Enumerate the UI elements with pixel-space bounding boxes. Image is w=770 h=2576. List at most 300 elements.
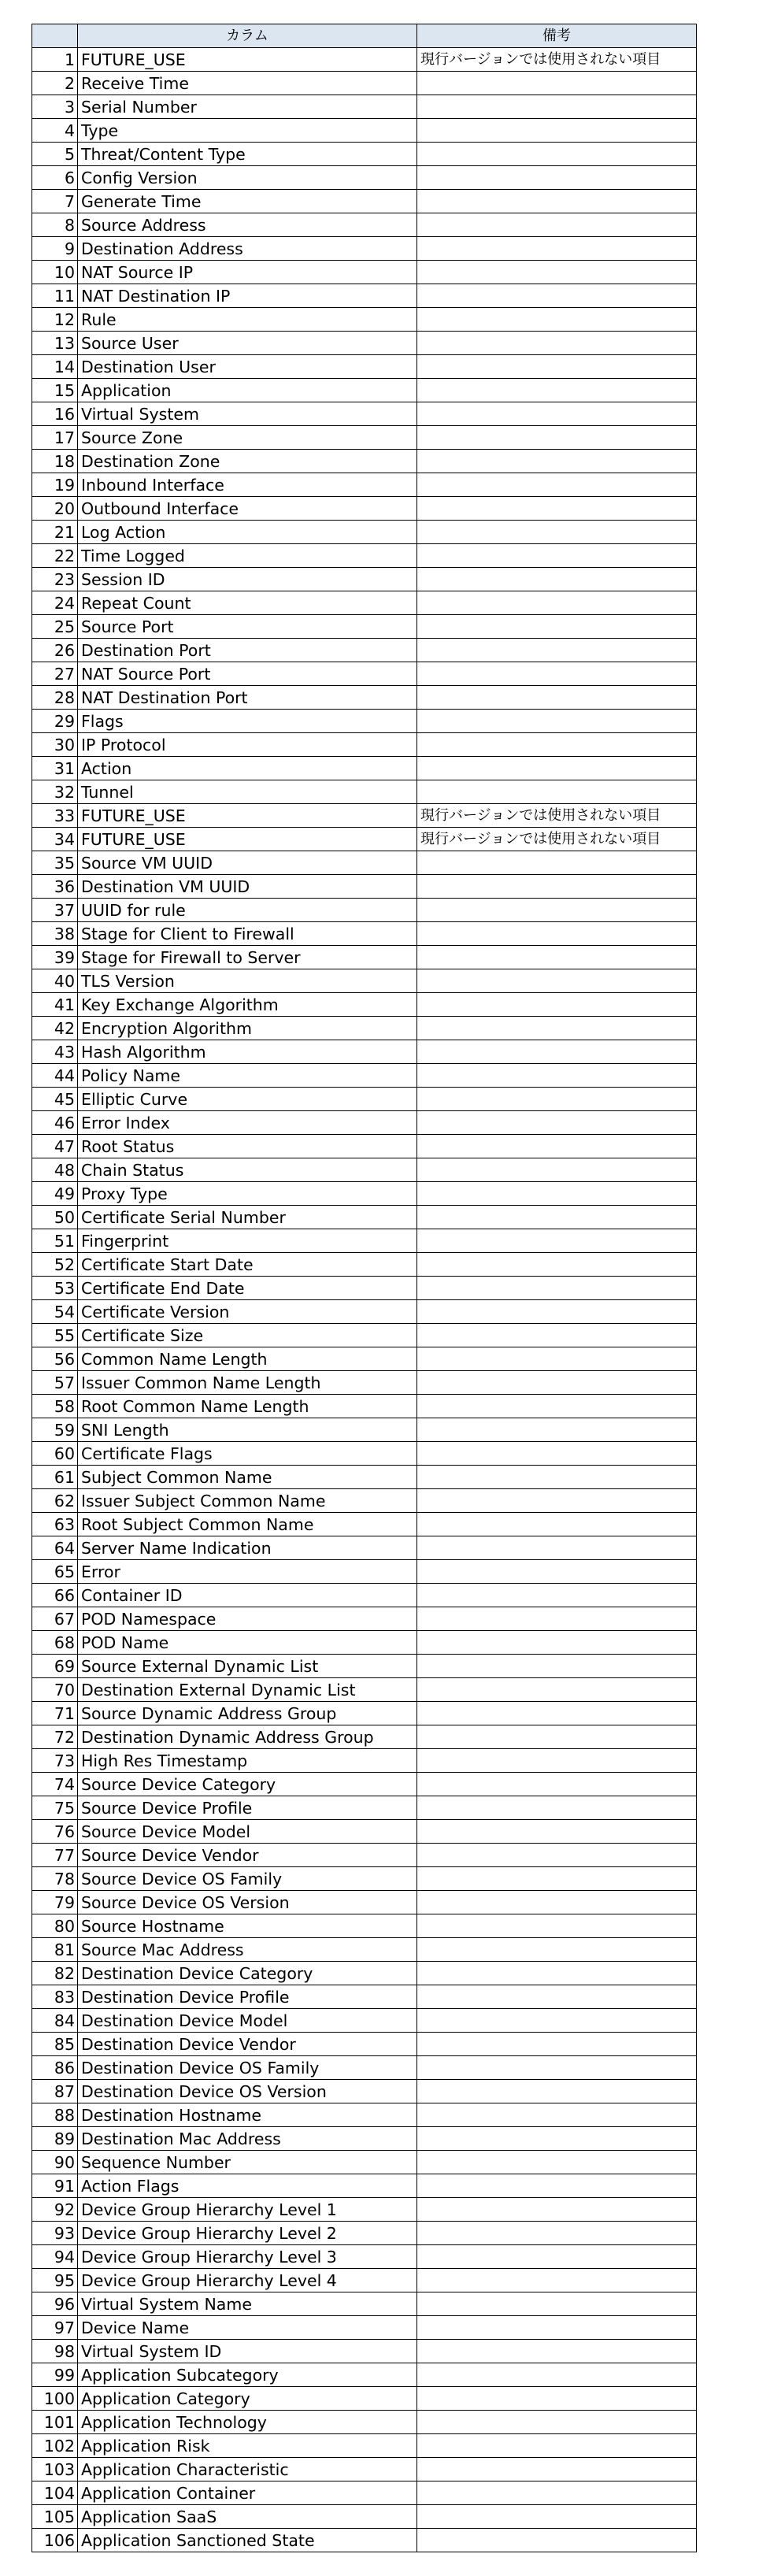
note-cell[interactable] (417, 2411, 697, 2434)
row-index-cell[interactable]: 29 (32, 710, 78, 733)
note-cell[interactable] (417, 2033, 697, 2056)
note-cell[interactable] (417, 2434, 697, 2458)
note-cell[interactable] (417, 1229, 697, 1253)
column-name-cell[interactable]: Type (78, 119, 417, 143)
note-cell[interactable] (417, 1655, 697, 1678)
column-name-cell[interactable]: Error Index (78, 1111, 417, 1135)
note-cell[interactable] (417, 1324, 697, 1347)
column-name-cell[interactable]: IP Protocol (78, 733, 417, 757)
column-name-cell[interactable]: Fingerprint (78, 1229, 417, 1253)
note-cell[interactable] (417, 662, 697, 686)
note-cell[interactable] (417, 1489, 697, 1513)
note-cell[interactable] (417, 1678, 697, 1702)
row-index-cell[interactable]: 19 (32, 473, 78, 497)
column-name-cell[interactable]: Source VM UUID (78, 851, 417, 875)
note-cell[interactable] (417, 639, 697, 662)
note-cell[interactable] (417, 899, 697, 922)
column-name-cell[interactable]: Source Address (78, 213, 417, 237)
note-cell[interactable] (417, 544, 697, 568)
note-cell[interactable] (417, 1395, 697, 1418)
note-cell[interactable] (417, 2316, 697, 2340)
row-index-cell[interactable]: 22 (32, 544, 78, 568)
note-cell[interactable]: 現行バージョンでは使用されない項目 (417, 48, 697, 72)
row-index-cell[interactable]: 50 (32, 1206, 78, 1229)
header-note[interactable]: 備考 (417, 24, 697, 48)
row-index-cell[interactable]: 30 (32, 733, 78, 757)
column-name-cell[interactable]: Issuer Common Name Length (78, 1371, 417, 1395)
header-column[interactable]: カラム (78, 24, 417, 48)
note-cell[interactable] (417, 710, 697, 733)
note-cell[interactable] (417, 1300, 697, 1324)
row-index-cell[interactable]: 82 (32, 1962, 78, 1985)
note-cell[interactable] (417, 213, 697, 237)
column-name-cell[interactable]: Certificate Flags (78, 1442, 417, 1466)
row-index-cell[interactable]: 64 (32, 1536, 78, 1560)
column-name-cell[interactable]: Policy Name (78, 1064, 417, 1088)
note-cell[interactable] (417, 733, 697, 757)
column-name-cell[interactable]: Certificate Start Date (78, 1253, 417, 1277)
row-index-cell[interactable]: 92 (32, 2198, 78, 2222)
column-name-cell[interactable]: Destination Device OS Family (78, 2056, 417, 2080)
note-cell[interactable] (417, 591, 697, 615)
row-index-cell[interactable]: 35 (32, 851, 78, 875)
column-name-cell[interactable]: Destination Dynamic Address Group (78, 1725, 417, 1749)
note-cell[interactable] (417, 1347, 697, 1371)
column-name-cell[interactable]: Source Device OS Family (78, 1867, 417, 1891)
column-name-cell[interactable]: Action (78, 757, 417, 780)
row-index-cell[interactable]: 79 (32, 1891, 78, 1914)
column-name-cell[interactable]: Source Mac Address (78, 1938, 417, 1962)
column-name-cell[interactable]: Tunnel (78, 780, 417, 804)
column-name-cell[interactable]: Application Technology (78, 2411, 417, 2434)
row-index-cell[interactable]: 103 (32, 2458, 78, 2481)
column-name-cell[interactable]: Device Name (78, 2316, 417, 2340)
row-index-cell[interactable]: 60 (32, 1442, 78, 1466)
row-index-cell[interactable]: 14 (32, 355, 78, 379)
note-cell[interactable] (417, 1513, 697, 1536)
row-index-cell[interactable]: 6 (32, 166, 78, 190)
column-name-cell[interactable]: Source Device OS Version (78, 1891, 417, 1914)
column-name-cell[interactable]: Repeat Count (78, 591, 417, 615)
row-index-cell[interactable]: 62 (32, 1489, 78, 1513)
row-index-cell[interactable]: 71 (32, 1702, 78, 1725)
row-index-cell[interactable]: 1 (32, 48, 78, 72)
note-cell[interactable] (417, 1560, 697, 1584)
note-cell[interactable] (417, 1725, 697, 1749)
row-index-cell[interactable]: 28 (32, 686, 78, 710)
row-index-cell[interactable]: 11 (32, 284, 78, 308)
note-cell[interactable] (417, 308, 697, 332)
note-cell[interactable] (417, 1749, 697, 1773)
note-cell[interactable] (417, 2481, 697, 2505)
note-cell[interactable] (417, 497, 697, 521)
note-cell[interactable] (417, 1867, 697, 1891)
note-cell[interactable]: 現行バージョンでは使用されない項目 (417, 804, 697, 828)
note-cell[interactable] (417, 1277, 697, 1300)
note-cell[interactable] (417, 1914, 697, 1938)
note-cell[interactable] (417, 2340, 697, 2363)
column-name-cell[interactable]: Inbound Interface (78, 473, 417, 497)
note-cell[interactable] (417, 119, 697, 143)
note-cell[interactable] (417, 568, 697, 591)
row-index-cell[interactable]: 102 (32, 2434, 78, 2458)
column-name-cell[interactable]: Sequence Number (78, 2151, 417, 2174)
note-cell[interactable] (417, 261, 697, 284)
column-name-cell[interactable]: Flags (78, 710, 417, 733)
note-cell[interactable] (417, 875, 697, 899)
note-cell[interactable] (417, 686, 697, 710)
row-index-cell[interactable]: 21 (32, 521, 78, 544)
note-cell[interactable] (417, 1040, 697, 1064)
column-name-cell[interactable]: POD Namespace (78, 1607, 417, 1631)
note-cell[interactable] (417, 851, 697, 875)
note-cell[interactable] (417, 2269, 697, 2292)
row-index-cell[interactable]: 95 (32, 2269, 78, 2292)
note-cell[interactable] (417, 780, 697, 804)
note-cell[interactable] (417, 237, 697, 261)
column-name-cell[interactable]: Source External Dynamic List (78, 1655, 417, 1678)
note-cell[interactable] (417, 1796, 697, 1820)
row-index-cell[interactable]: 90 (32, 2151, 78, 2174)
row-index-cell[interactable]: 37 (32, 899, 78, 922)
column-name-cell[interactable]: Source Device Model (78, 1820, 417, 1844)
row-index-cell[interactable]: 80 (32, 1914, 78, 1938)
row-index-cell[interactable]: 44 (32, 1064, 78, 1088)
row-index-cell[interactable]: 39 (32, 946, 78, 969)
row-index-cell[interactable]: 74 (32, 1773, 78, 1796)
row-index-cell[interactable]: 16 (32, 402, 78, 426)
note-cell[interactable] (417, 1820, 697, 1844)
row-index-cell[interactable]: 75 (32, 1796, 78, 1820)
column-name-cell[interactable]: NAT Source IP (78, 261, 417, 284)
column-name-cell[interactable]: TLS Version (78, 969, 417, 993)
row-index-cell[interactable]: 66 (32, 1584, 78, 1607)
column-name-cell[interactable]: High Res Timestamp (78, 1749, 417, 1773)
row-index-cell[interactable]: 67 (32, 1607, 78, 1631)
column-name-cell[interactable]: Session ID (78, 568, 417, 591)
column-name-cell[interactable]: Source Device Category (78, 1773, 417, 1796)
column-name-cell[interactable]: Threat/Content Type (78, 143, 417, 166)
column-name-cell[interactable]: Action Flags (78, 2174, 417, 2198)
row-index-cell[interactable]: 40 (32, 969, 78, 993)
note-cell[interactable] (417, 1111, 697, 1135)
row-index-cell[interactable]: 101 (32, 2411, 78, 2434)
column-name-cell[interactable]: Container ID (78, 1584, 417, 1607)
column-name-cell[interactable]: Destination Device OS Version (78, 2080, 417, 2103)
note-cell[interactable] (417, 1773, 697, 1796)
column-name-cell[interactable]: Root Subject Common Name (78, 1513, 417, 1536)
column-name-cell[interactable]: Destination Hostname (78, 2103, 417, 2127)
row-index-cell[interactable]: 17 (32, 426, 78, 450)
note-cell[interactable] (417, 1088, 697, 1111)
column-name-cell[interactable]: Issuer Subject Common Name (78, 1489, 417, 1513)
column-name-cell[interactable]: Chain Status (78, 1158, 417, 1182)
column-name-cell[interactable]: Log Action (78, 521, 417, 544)
row-index-cell[interactable]: 20 (32, 497, 78, 521)
column-name-cell[interactable]: Certificate End Date (78, 1277, 417, 1300)
column-name-cell[interactable]: Destination Device Profile (78, 1985, 417, 2009)
row-index-cell[interactable]: 104 (32, 2481, 78, 2505)
column-name-cell[interactable]: Receive Time (78, 72, 417, 95)
column-name-cell[interactable]: Hash Algorithm (78, 1040, 417, 1064)
note-cell[interactable] (417, 2198, 697, 2222)
note-cell[interactable] (417, 2363, 697, 2387)
row-index-cell[interactable]: 96 (32, 2292, 78, 2316)
note-cell[interactable] (417, 190, 697, 213)
header-index[interactable] (32, 24, 78, 48)
note-cell[interactable] (417, 332, 697, 355)
column-name-cell[interactable]: Generate Time (78, 190, 417, 213)
row-index-cell[interactable]: 84 (32, 2009, 78, 2033)
column-name-cell[interactable]: UUID for rule (78, 899, 417, 922)
column-name-cell[interactable]: SNI Length (78, 1418, 417, 1442)
column-name-cell[interactable]: NAT Source Port (78, 662, 417, 686)
note-cell[interactable] (417, 521, 697, 544)
column-name-cell[interactable]: Destination Device Model (78, 2009, 417, 2033)
row-index-cell[interactable]: 93 (32, 2222, 78, 2245)
column-name-cell[interactable]: Stage for Client to Firewall (78, 922, 417, 946)
column-name-cell[interactable]: Config Version (78, 166, 417, 190)
column-name-cell[interactable]: Serial Number (78, 95, 417, 119)
column-name-cell[interactable]: Destination VM UUID (78, 875, 417, 899)
column-name-cell[interactable]: Proxy Type (78, 1182, 417, 1206)
row-index-cell[interactable]: 89 (32, 2127, 78, 2151)
row-index-cell[interactable]: 33 (32, 804, 78, 828)
column-name-cell[interactable]: NAT Destination Port (78, 686, 417, 710)
note-cell[interactable] (417, 2505, 697, 2529)
column-name-cell[interactable]: Application Subcategory (78, 2363, 417, 2387)
row-index-cell[interactable]: 43 (32, 1040, 78, 1064)
note-cell[interactable] (417, 1206, 697, 1229)
column-name-cell[interactable]: Certificate Version (78, 1300, 417, 1324)
column-name-cell[interactable]: Root Common Name Length (78, 1395, 417, 1418)
note-cell[interactable] (417, 2245, 697, 2269)
column-name-cell[interactable]: Time Logged (78, 544, 417, 568)
column-name-cell[interactable]: Destination Mac Address (78, 2127, 417, 2151)
note-cell[interactable] (417, 473, 697, 497)
column-name-cell[interactable]: Destination Device Category (78, 1962, 417, 1985)
column-name-cell[interactable]: Source Device Profile (78, 1796, 417, 1820)
row-index-cell[interactable]: 70 (32, 1678, 78, 1702)
row-index-cell[interactable]: 87 (32, 2080, 78, 2103)
row-index-cell[interactable]: 55 (32, 1324, 78, 1347)
row-index-cell[interactable]: 73 (32, 1749, 78, 1773)
note-cell[interactable] (417, 2529, 697, 2552)
note-cell[interactable] (417, 922, 697, 946)
column-name-cell[interactable]: Server Name Indication (78, 1536, 417, 1560)
column-name-cell[interactable]: Device Group Hierarchy Level 3 (78, 2245, 417, 2269)
note-cell[interactable] (417, 1253, 697, 1277)
column-name-cell[interactable]: Application Category (78, 2387, 417, 2411)
column-name-cell[interactable]: Subject Common Name (78, 1466, 417, 1489)
row-index-cell[interactable]: 52 (32, 1253, 78, 1277)
note-cell[interactable] (417, 379, 697, 402)
row-index-cell[interactable]: 25 (32, 615, 78, 639)
column-name-cell[interactable]: Stage for Firewall to Server (78, 946, 417, 969)
note-cell[interactable] (417, 426, 697, 450)
column-name-cell[interactable]: FUTURE_USE (78, 828, 417, 851)
note-cell[interactable] (417, 166, 697, 190)
column-name-cell[interactable]: Common Name Length (78, 1347, 417, 1371)
row-index-cell[interactable]: 4 (32, 119, 78, 143)
column-name-cell[interactable]: Application (78, 379, 417, 402)
row-index-cell[interactable]: 78 (32, 1867, 78, 1891)
row-index-cell[interactable]: 77 (32, 1844, 78, 1867)
note-cell[interactable] (417, 2056, 697, 2080)
note-cell[interactable] (417, 615, 697, 639)
row-index-cell[interactable]: 51 (32, 1229, 78, 1253)
row-index-cell[interactable]: 27 (32, 662, 78, 686)
note-cell[interactable] (417, 1607, 697, 1631)
note-cell[interactable] (417, 402, 697, 426)
column-name-cell[interactable]: Source Hostname (78, 1914, 417, 1938)
column-name-cell[interactable]: FUTURE_USE (78, 804, 417, 828)
row-index-cell[interactable]: 26 (32, 639, 78, 662)
note-cell[interactable] (417, 95, 697, 119)
column-name-cell[interactable]: Application SaaS (78, 2505, 417, 2529)
column-name-cell[interactable]: Application Characteristic (78, 2458, 417, 2481)
note-cell[interactable] (417, 1631, 697, 1655)
column-name-cell[interactable]: Destination Zone (78, 450, 417, 473)
row-index-cell[interactable]: 98 (32, 2340, 78, 2363)
note-cell[interactable] (417, 1182, 697, 1206)
column-name-cell[interactable]: FUTURE_USE (78, 48, 417, 72)
column-name-cell[interactable]: Virtual System (78, 402, 417, 426)
column-name-cell[interactable]: Source Device Vendor (78, 1844, 417, 1867)
note-cell[interactable]: 現行バージョンでは使用されない項目 (417, 828, 697, 851)
row-index-cell[interactable]: 53 (32, 1277, 78, 1300)
note-cell[interactable] (417, 72, 697, 95)
note-cell[interactable] (417, 2009, 697, 2033)
row-index-cell[interactable]: 85 (32, 2033, 78, 2056)
row-index-cell[interactable]: 68 (32, 1631, 78, 1655)
column-name-cell[interactable]: NAT Destination IP (78, 284, 417, 308)
row-index-cell[interactable]: 24 (32, 591, 78, 615)
column-name-cell[interactable]: Device Group Hierarchy Level 4 (78, 2269, 417, 2292)
note-cell[interactable] (417, 2292, 697, 2316)
column-name-cell[interactable]: Application Risk (78, 2434, 417, 2458)
row-index-cell[interactable]: 5 (32, 143, 78, 166)
row-index-cell[interactable]: 7 (32, 190, 78, 213)
row-index-cell[interactable]: 106 (32, 2529, 78, 2552)
row-index-cell[interactable]: 2 (32, 72, 78, 95)
row-index-cell[interactable]: 88 (32, 2103, 78, 2127)
note-cell[interactable] (417, 1418, 697, 1442)
row-index-cell[interactable]: 59 (32, 1418, 78, 1442)
row-index-cell[interactable]: 46 (32, 1111, 78, 1135)
note-cell[interactable] (417, 1702, 697, 1725)
note-cell[interactable] (417, 284, 697, 308)
column-name-cell[interactable]: Device Group Hierarchy Level 1 (78, 2198, 417, 2222)
note-cell[interactable] (417, 1844, 697, 1867)
row-index-cell[interactable]: 56 (32, 1347, 78, 1371)
column-name-cell[interactable]: Source Port (78, 615, 417, 639)
row-index-cell[interactable]: 49 (32, 1182, 78, 1206)
row-index-cell[interactable]: 3 (32, 95, 78, 119)
column-name-cell[interactable]: POD Name (78, 1631, 417, 1655)
column-name-cell[interactable]: Virtual System Name (78, 2292, 417, 2316)
note-cell[interactable] (417, 1442, 697, 1466)
column-name-cell[interactable]: Destination User (78, 355, 417, 379)
note-cell[interactable] (417, 1938, 697, 1962)
row-index-cell[interactable]: 54 (32, 1300, 78, 1324)
note-cell[interactable] (417, 2151, 697, 2174)
column-name-cell[interactable]: Certificate Serial Number (78, 1206, 417, 1229)
column-name-cell[interactable]: Application Container (78, 2481, 417, 2505)
row-index-cell[interactable]: 81 (32, 1938, 78, 1962)
column-name-cell[interactable]: Key Exchange Algorithm (78, 993, 417, 1017)
column-name-cell[interactable]: Device Group Hierarchy Level 2 (78, 2222, 417, 2245)
row-index-cell[interactable]: 63 (32, 1513, 78, 1536)
column-name-cell[interactable]: Root Status (78, 1135, 417, 1158)
note-cell[interactable] (417, 450, 697, 473)
note-cell[interactable] (417, 1962, 697, 1985)
note-cell[interactable] (417, 1584, 697, 1607)
row-index-cell[interactable]: 41 (32, 993, 78, 1017)
note-cell[interactable] (417, 1891, 697, 1914)
row-index-cell[interactable]: 12 (32, 308, 78, 332)
row-index-cell[interactable]: 69 (32, 1655, 78, 1678)
note-cell[interactable] (417, 1135, 697, 1158)
row-index-cell[interactable]: 42 (32, 1017, 78, 1040)
column-name-cell[interactable]: Source User (78, 332, 417, 355)
row-index-cell[interactable]: 105 (32, 2505, 78, 2529)
column-name-cell[interactable]: Application Sanctioned State (78, 2529, 417, 2552)
column-name-cell[interactable]: Virtual System ID (78, 2340, 417, 2363)
row-index-cell[interactable]: 36 (32, 875, 78, 899)
note-cell[interactable] (417, 2222, 697, 2245)
row-index-cell[interactable]: 57 (32, 1371, 78, 1395)
note-cell[interactable] (417, 2174, 697, 2198)
row-index-cell[interactable]: 99 (32, 2363, 78, 2387)
column-name-cell[interactable]: Destination Port (78, 639, 417, 662)
row-index-cell[interactable]: 8 (32, 213, 78, 237)
row-index-cell[interactable]: 47 (32, 1135, 78, 1158)
note-cell[interactable] (417, 1017, 697, 1040)
column-name-cell[interactable]: Source Dynamic Address Group (78, 1702, 417, 1725)
row-index-cell[interactable]: 15 (32, 379, 78, 402)
note-cell[interactable] (417, 946, 697, 969)
note-cell[interactable] (417, 1466, 697, 1489)
row-index-cell[interactable]: 58 (32, 1395, 78, 1418)
row-index-cell[interactable]: 76 (32, 1820, 78, 1844)
column-name-cell[interactable]: Rule (78, 308, 417, 332)
note-cell[interactable] (417, 1158, 697, 1182)
note-cell[interactable] (417, 2458, 697, 2481)
note-cell[interactable] (417, 2103, 697, 2127)
column-name-cell[interactable]: Outbound Interface (78, 497, 417, 521)
note-cell[interactable] (417, 993, 697, 1017)
row-index-cell[interactable]: 34 (32, 828, 78, 851)
row-index-cell[interactable]: 100 (32, 2387, 78, 2411)
row-index-cell[interactable]: 10 (32, 261, 78, 284)
row-index-cell[interactable]: 94 (32, 2245, 78, 2269)
row-index-cell[interactable]: 23 (32, 568, 78, 591)
row-index-cell[interactable]: 91 (32, 2174, 78, 2198)
note-cell[interactable] (417, 757, 697, 780)
note-cell[interactable] (417, 2080, 697, 2103)
row-index-cell[interactable]: 18 (32, 450, 78, 473)
column-name-cell[interactable]: Encryption Algorithm (78, 1017, 417, 1040)
column-name-cell[interactable]: Destination Device Vendor (78, 2033, 417, 2056)
row-index-cell[interactable]: 45 (32, 1088, 78, 1111)
column-name-cell[interactable]: Destination External Dynamic List (78, 1678, 417, 1702)
row-index-cell[interactable]: 97 (32, 2316, 78, 2340)
row-index-cell[interactable]: 48 (32, 1158, 78, 1182)
note-cell[interactable] (417, 1536, 697, 1560)
column-name-cell[interactable]: Elliptic Curve (78, 1088, 417, 1111)
row-index-cell[interactable]: 65 (32, 1560, 78, 1584)
